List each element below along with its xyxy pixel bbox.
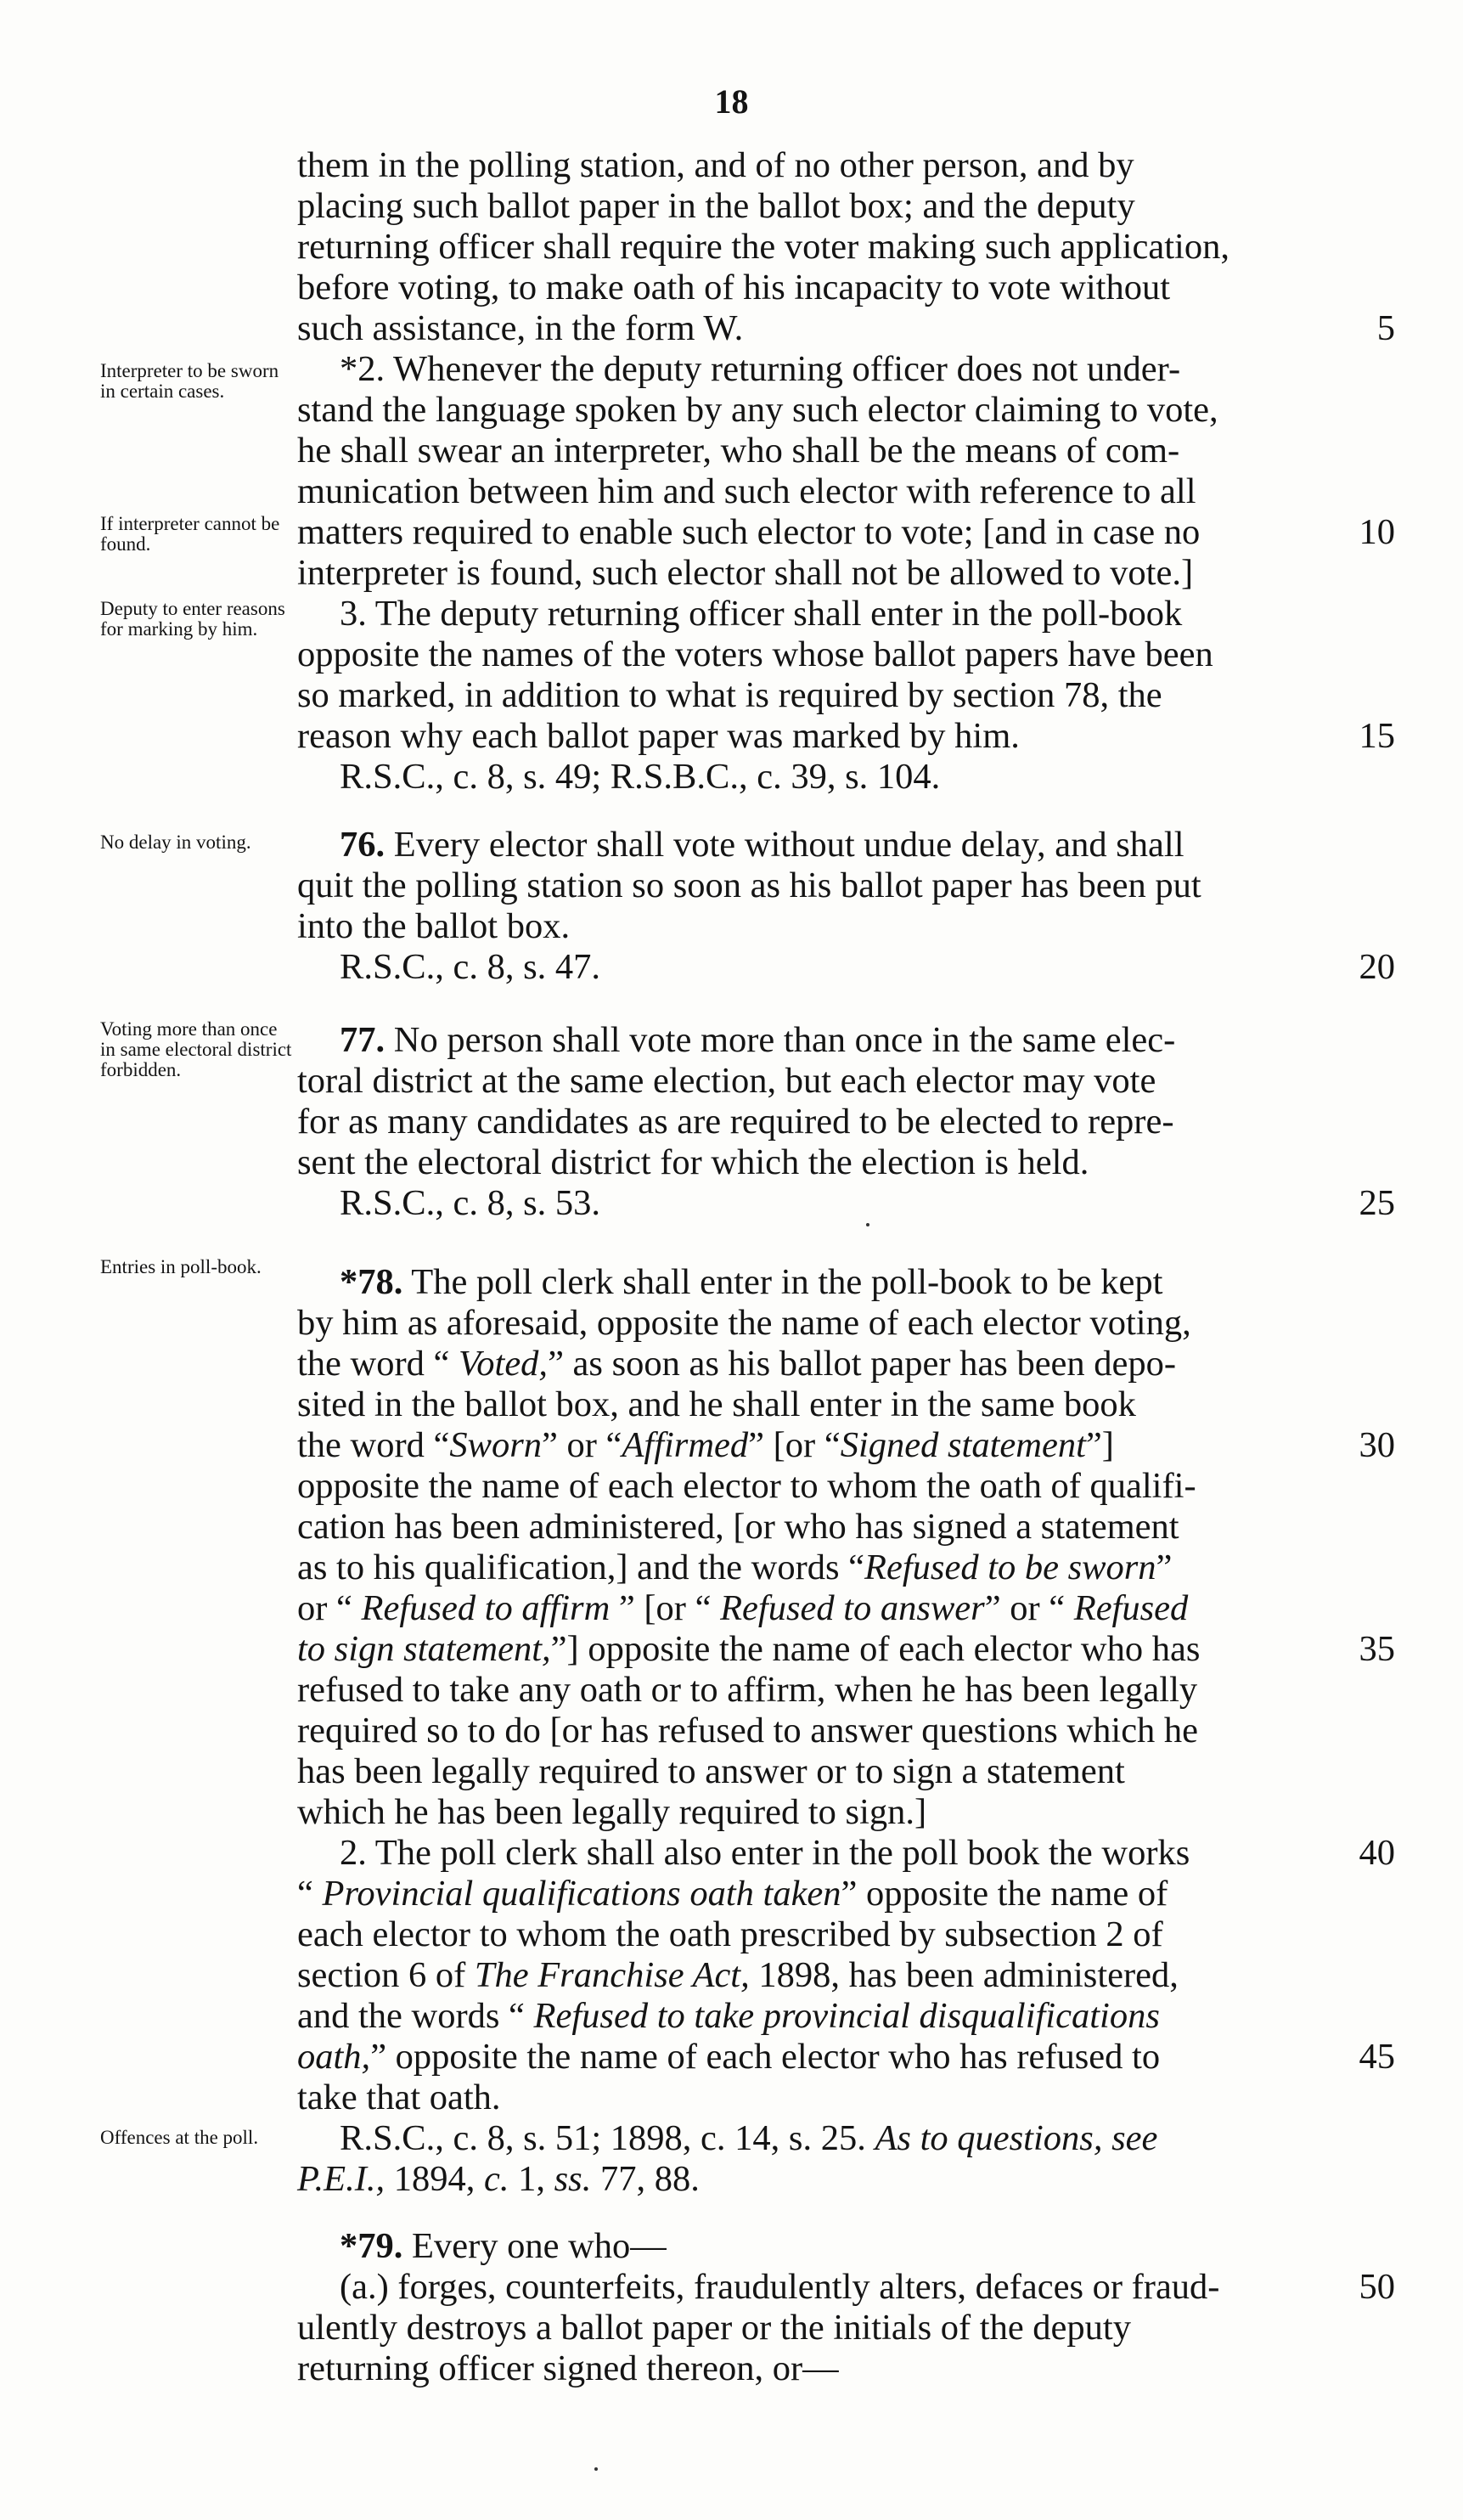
- text-span: as to his qualification,] and the words “: [297, 1548, 865, 1587]
- text-line: by him as aforesaid, opposite the name of each elector voting,: [297, 1303, 1191, 1343]
- text-line: returning officer shall require the voter making such application,: [297, 227, 1229, 267]
- italic-span: As to questions, see: [875, 2118, 1158, 2158]
- text-line: quit the polling station so soon as his ballot paper has been put: [297, 865, 1201, 905]
- text-span: 1898, has been administered,: [749, 1955, 1179, 1995]
- line-number: 15: [1359, 716, 1395, 756]
- text-line: he shall swear an interpreter, who shall be the means of com-: [297, 431, 1180, 471]
- text-span: section 6 of: [297, 1955, 475, 1995]
- line-number: 20: [1359, 947, 1395, 987]
- text-line: ulently destroys a ballot paper or the initials of the deputy: [297, 2308, 1131, 2348]
- margin-note-deputy-reasons: Deputy to enter reasons for marking by him.: [100, 598, 285, 640]
- text-span: Every one who—: [402, 2226, 667, 2266]
- text-span: 77, 88.: [591, 2159, 700, 2199]
- text-line: [297, 1995, 1303, 2038]
- text-line: 2. The poll clerk shall also enter in the poll book the works: [340, 1833, 1190, 1873]
- section-number: *79.: [340, 2226, 403, 2266]
- italic-span: Sworn: [449, 1425, 543, 1465]
- text-span: and the words “: [297, 1996, 534, 2036]
- text-span: No person shall vote more than once in the same elec-: [385, 1020, 1176, 1060]
- text-line: such assistance, in the form W.: [297, 308, 744, 348]
- text-span: ” or “: [542, 1425, 622, 1465]
- text-line: [297, 1587, 1303, 1630]
- citation-line: R.S.C., c. 8, s. 47.: [340, 947, 600, 987]
- italic-span: P.E.I.,: [297, 2159, 385, 2199]
- italic-span: Refused to answer: [720, 1588, 985, 1628]
- margin-note-no-interpreter: If interpreter cannot be found.: [100, 513, 280, 555]
- text-span: or “: [297, 1588, 362, 1628]
- text-line: placing such ballot paper in the ballot box; and the deputy: [297, 186, 1135, 226]
- italic-span: The Franchise Act,: [474, 1955, 750, 1995]
- text-line: toral district at the same election, but each elector may vote: [297, 1061, 1156, 1101]
- text-line: 3. The deputy returning officer shall enter in the poll-book: [340, 594, 1183, 634]
- text-line: [297, 1547, 1303, 1589]
- line-number: 50: [1359, 2267, 1395, 2307]
- text-line: has been legally required to answer or to sign a statement: [297, 1751, 1125, 1791]
- text-line: [297, 1424, 1303, 1467]
- text-line: before voting, to make oath of his incapacity to vote without: [297, 268, 1171, 307]
- line-number: 10: [1359, 512, 1395, 552]
- line-number: 35: [1359, 1629, 1395, 1669]
- italic-span: c.: [483, 2159, 509, 2199]
- line-number: 45: [1359, 2037, 1395, 2077]
- text-span: ”: [1156, 1548, 1173, 1587]
- text-span: the word “: [297, 1344, 459, 1384]
- text-line: returning officer signed thereon, or—: [297, 2348, 839, 2388]
- text-span: ” or “: [984, 1588, 1074, 1628]
- italic-span: Refused to be sworn: [864, 1548, 1156, 1587]
- italic-span: to sign statement,: [297, 1629, 551, 1669]
- text-line: [297, 1628, 1303, 1671]
- print-speck: [594, 2467, 598, 2471]
- citation-line: R.S.C., c. 8, s. 49; R.S.B.C., c. 39, s. 104.: [340, 757, 941, 797]
- section-79-line: [297, 2225, 1303, 2268]
- italic-span: Affirmed: [622, 1425, 749, 1465]
- text-line: [297, 1954, 1303, 1997]
- text-line: *2. Whenever the deputy returning officer does not under-: [340, 349, 1181, 389]
- italic-span: Refused to take provincial disqualifications: [533, 1996, 1160, 2036]
- text-span: “: [297, 1874, 323, 1914]
- italic-span: Provincial qualifications oath taken: [322, 1874, 841, 1914]
- text-line: opposite the name of each elector to whom the oath of qualifi-: [297, 1466, 1196, 1506]
- text-line: each elector to whom the oath prescribed by subsection 2 of: [297, 1914, 1163, 1954]
- text-line: interpreter is found, such elector shall not be allowed to vote.]: [297, 553, 1194, 593]
- text-span: R.S.C., c. 8, s. 51; 1898, c. 14, s. 25.: [340, 2118, 875, 2158]
- print-speck: [866, 1223, 869, 1226]
- text-line: reason why each ballot paper was marked by him.: [297, 716, 1020, 756]
- text-line: cation has been administered, [or who has signed a statement: [297, 1507, 1179, 1547]
- margin-note-entries: Entries in poll-book.: [100, 1256, 262, 1277]
- italic-span: Voted,: [459, 1344, 549, 1384]
- page-number: 18: [714, 82, 749, 121]
- citation-line: R.S.C., c. 8, s. 53.: [340, 1183, 600, 1223]
- text-line: [297, 1873, 1303, 1915]
- italic-span: Signed statement: [840, 1425, 1086, 1465]
- text-line: sited in the ballot box, and he shall enter in the same book: [297, 1384, 1136, 1424]
- text-line: munication between him and such elector with reference to all: [297, 471, 1196, 511]
- italic-span: ss.: [554, 2159, 592, 2199]
- text-line: matters required to enable such elector to vote; [and in case no: [297, 512, 1201, 552]
- text-line: into the ballot box.: [297, 906, 571, 946]
- section-number: *78.: [340, 1262, 403, 1302]
- margin-note-interpreter: Interpreter to be sworn in certain cases.: [100, 360, 279, 402]
- citation-line: [297, 2117, 1303, 2160]
- section-76-line: [297, 824, 1303, 866]
- text-span: Every elector shall vote without undue delay, and shall: [385, 825, 1184, 865]
- text-line: sent the electoral district for which the election is held.: [297, 1142, 1089, 1182]
- text-span: ” opposite the name of each elector who has refused to: [370, 2037, 1161, 2077]
- text-span: 1894,: [385, 2159, 484, 2199]
- text-line: so marked, in addition to what is required by section 78, the: [297, 675, 1162, 715]
- section-number: 76.: [340, 825, 385, 865]
- text-span: 1,: [509, 2159, 554, 2199]
- text-span: ” [or “: [748, 1425, 841, 1465]
- margin-note-no-delay: No delay in voting.: [100, 832, 251, 853]
- text-span: the word “: [297, 1425, 450, 1465]
- margin-note-offences: Offences at the poll.: [100, 2127, 259, 2148]
- text-line: them in the polling station, and of no other person, and by: [297, 145, 1134, 185]
- citation-line: [297, 2158, 1303, 2201]
- text-span: ” as soon as his ballot paper has been depo-: [548, 1344, 1177, 1384]
- text-line: [297, 2036, 1303, 2078]
- text-line: take that oath.: [297, 2077, 501, 2117]
- line-number: 5: [1376, 308, 1395, 348]
- text-line: which he has been legally required to sign.]: [297, 1792, 927, 1832]
- text-line: stand the language spoken by any such elector claiming to vote,: [297, 390, 1218, 430]
- section-78-line: [297, 1261, 1303, 1304]
- text-line: for as many candidates as are required to be elected to repre-: [297, 1102, 1174, 1142]
- italic-span: oath,: [297, 2037, 371, 2077]
- text-line: (a.) forges, counterfeits, fraudulently alters, defaces or fraud-: [340, 2267, 1220, 2307]
- section-77-line: [297, 1019, 1303, 1062]
- text-span: ”] opposite the name of each elector who has: [550, 1629, 1201, 1669]
- text-span: ” opposite the name of: [841, 1874, 1168, 1914]
- line-number: 25: [1359, 1183, 1395, 1223]
- italic-span: Refused: [1073, 1588, 1189, 1628]
- italic-span: Refused to affirm: [361, 1588, 611, 1628]
- line-number: 30: [1359, 1425, 1395, 1465]
- text-span: ”]: [1085, 1425, 1114, 1465]
- text-line: required so to do [or has refused to answer questions which he: [297, 1711, 1199, 1750]
- margin-note-voting-more: Voting more than once in same electoral district forbidden.: [100, 1018, 292, 1080]
- text-span: ” [or “: [610, 1588, 721, 1628]
- text-span: The poll clerk shall enter in the poll-book to be kept: [402, 1262, 1163, 1302]
- section-number: 77.: [340, 1020, 385, 1060]
- text-line: refused to take any oath or to affirm, when he has been legally: [297, 1670, 1198, 1710]
- text-line: [297, 1343, 1303, 1385]
- line-number: 40: [1359, 1833, 1395, 1873]
- text-line: opposite the names of the voters whose ballot papers have been: [297, 634, 1213, 674]
